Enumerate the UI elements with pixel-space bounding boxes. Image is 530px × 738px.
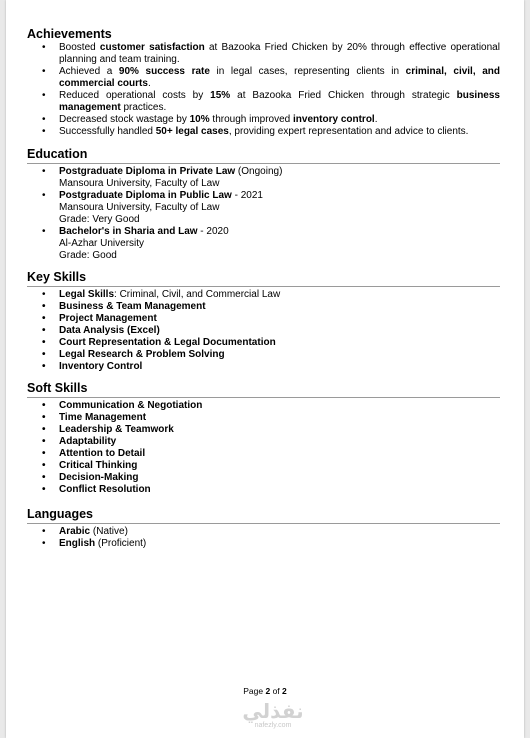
watermark-latin: nafezly.com — [254, 722, 292, 729]
key-skills-section — [27, 270, 500, 373]
section-title-education: Education — [27, 147, 88, 161]
degree-title: Bachelor's in Sharia and Law — [59, 226, 198, 237]
school-name: Mansoura University, Faculty of Law — [59, 202, 220, 213]
section-title-soft-skills: Soft Skills — [27, 381, 88, 395]
bold-text: Legal Skills — [59, 289, 115, 300]
bold-text: 10% — [189, 114, 210, 125]
list-item — [27, 114, 500, 126]
text: at Bazooka Fried Chicken by 20% through effective operational planning and team training. — [59, 42, 500, 65]
list-item — [27, 526, 500, 538]
list-item — [27, 190, 500, 226]
list-item: • Project Management — [27, 313, 500, 325]
language-level: (Native) — [90, 526, 128, 537]
text: at Bazooka Fried Chicken through strategic — [230, 90, 457, 101]
list-item: • Attention to Detail — [27, 448, 500, 460]
text: through improved — [209, 114, 294, 125]
bold-text: inventory control — [293, 114, 375, 125]
section-title-languages: Languages — [27, 507, 93, 521]
text: Boosted — [59, 42, 100, 53]
achievements-section — [27, 27, 500, 138]
school-name: Mansoura University, Faculty of Law — [59, 178, 220, 189]
resume-content — [27, 27, 500, 550]
school-name: Al-Azhar University — [59, 238, 145, 249]
list-item: • Time Management — [27, 412, 500, 424]
text: Successfully handled — [59, 126, 156, 137]
list-item: • Data Analysis (Excel) — [27, 325, 500, 337]
list-item: • Inventory Control — [27, 361, 500, 373]
section-divider — [27, 286, 500, 287]
page-word: Page — [243, 686, 266, 696]
list-item — [27, 126, 500, 138]
section-divider — [27, 397, 500, 398]
list-item — [27, 166, 500, 190]
list-item: • Leadership & Teamwork — [27, 424, 500, 436]
watermark-arabic: نفذلي — [242, 699, 304, 723]
list-item: • Legal Research & Problem Solving — [27, 349, 500, 361]
text: Decreased stock wastage by — [59, 114, 190, 125]
grade: Grade: Good — [59, 250, 117, 261]
languages-section — [27, 507, 500, 550]
text: Reduced operational costs by — [59, 90, 211, 101]
degree-title: Postgraduate Diploma in Private Law — [59, 166, 236, 177]
list-item: • Critical Thinking — [27, 460, 500, 472]
list-item — [27, 538, 500, 550]
list-item — [27, 90, 500, 114]
section-divider — [27, 163, 500, 164]
list-item: • Decision-Making — [27, 472, 500, 484]
degree-detail: - 2021 — [231, 190, 263, 201]
section-title-key-skills: Key Skills — [27, 270, 87, 284]
text: , providing expert representation and advice to clients. — [228, 126, 469, 137]
bold-text: business management — [59, 90, 500, 113]
list-item — [27, 226, 500, 262]
of-word: of — [270, 686, 283, 696]
achievements-list — [27, 42, 500, 138]
text: : Criminal, Civil, and Commercial Law — [114, 289, 281, 300]
section-title-achievements: Achievements — [27, 27, 112, 41]
document-page — [6, 0, 524, 738]
degree-detail: - 2020 — [197, 226, 229, 237]
soft-skills-list — [27, 400, 500, 496]
list-item — [27, 289, 500, 301]
education-list — [27, 166, 500, 262]
degree-title: Postgraduate Diploma in Public Law — [59, 190, 232, 201]
text: . — [147, 78, 151, 89]
text: Achieved a — [59, 66, 119, 77]
bold-text: 50+ legal cases — [155, 126, 229, 137]
key-skills-list — [27, 289, 500, 373]
text: . — [374, 114, 378, 125]
language-level: (Proficient) — [95, 538, 147, 549]
text: practices. — [120, 102, 167, 113]
current-page: 2 — [265, 686, 271, 696]
education-section — [27, 147, 500, 262]
watermark-logo — [242, 700, 304, 730]
language-name: English — [59, 538, 96, 549]
degree-detail: (Ongoing) — [235, 166, 283, 177]
language-name: Arabic — [59, 526, 91, 537]
list-item: • Communication & Negotiation — [27, 400, 500, 412]
text: in legal cases, representing clients in — [209, 66, 406, 77]
page-number — [6, 686, 524, 696]
bold-text: criminal, civil, and commercial courts — [59, 66, 500, 89]
soft-skills-section — [27, 381, 500, 496]
list-item: • Business & Team Management — [27, 301, 500, 313]
list-item: • Conflict Resolution — [27, 484, 500, 496]
list-item: • Court Representation & Legal Documentation — [27, 337, 500, 349]
list-item — [27, 42, 500, 66]
bold-text: 90% success rate — [118, 66, 210, 77]
bold-text: 15% — [210, 90, 231, 101]
bold-text: customer satisfaction — [99, 42, 205, 53]
list-item — [27, 66, 500, 90]
total-pages: 2 — [282, 686, 287, 696]
grade: Grade: Very Good — [59, 214, 140, 225]
languages-list — [27, 526, 500, 550]
section-divider — [27, 523, 500, 524]
list-item: • Adaptability — [27, 436, 500, 448]
